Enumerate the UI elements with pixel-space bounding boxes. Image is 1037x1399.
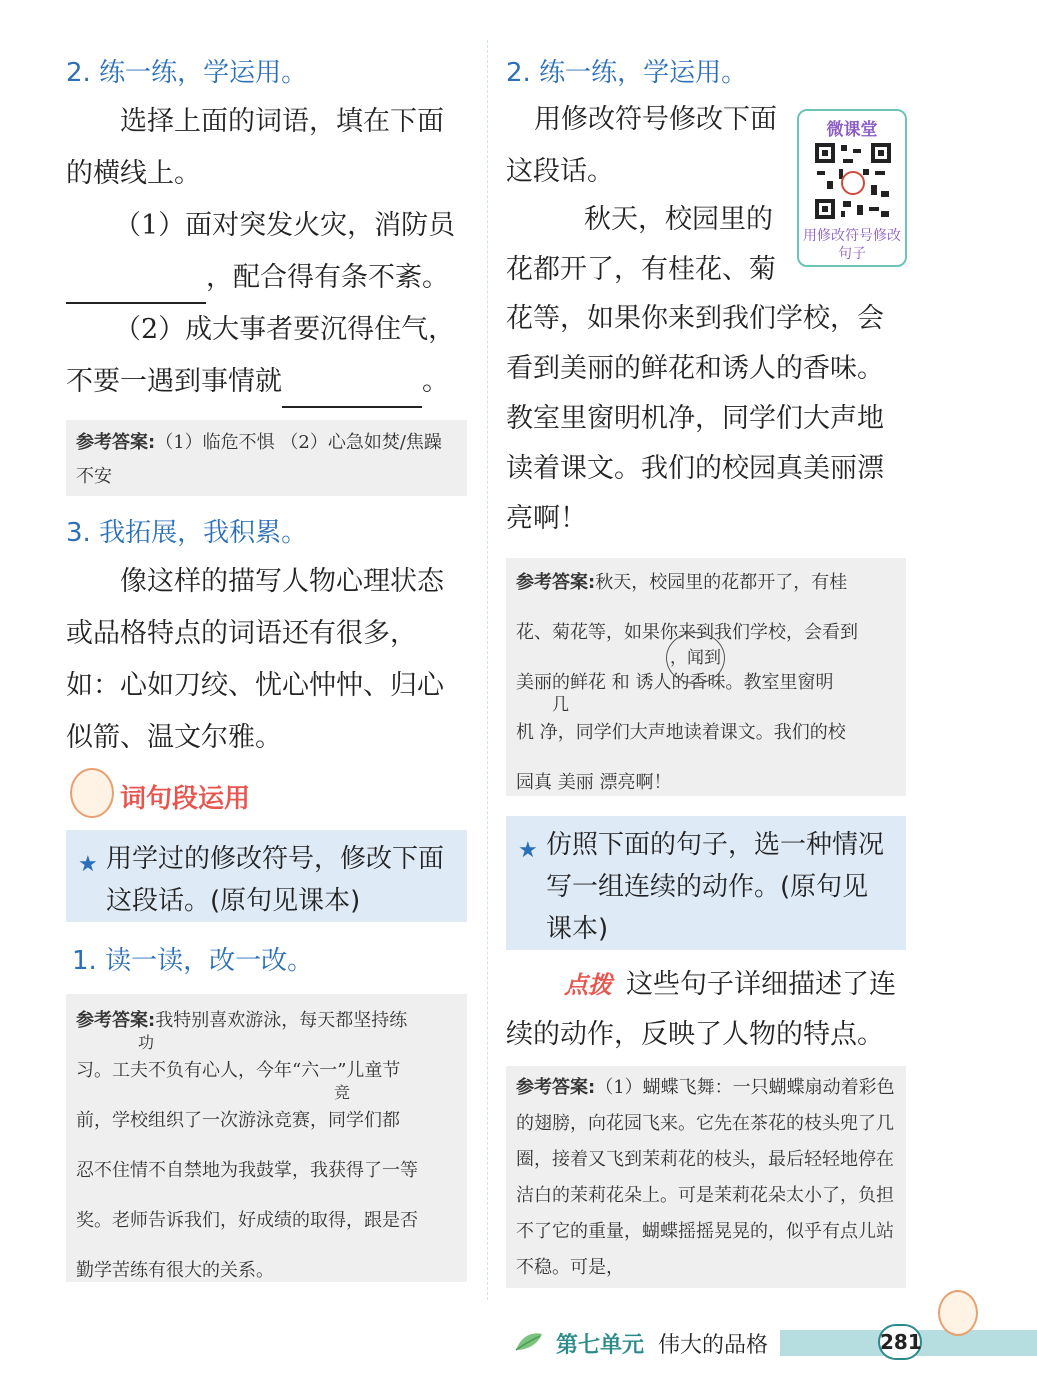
- star-icon: ★: [518, 838, 538, 863]
- answer-2-line2: 功 习。工夫不负有心人，今年“六一”儿童节: [76, 1046, 457, 1096]
- correction-mark-gong: 功: [138, 1033, 155, 1052]
- answer-3-line5: 园真 美丽 漂亮啊！: [516, 772, 672, 793]
- section-heading-extend: 3. 我拓展，我积累。: [66, 518, 308, 548]
- qr-code-icon[interactable]: [813, 141, 893, 221]
- section-badge: 词句段运用: [120, 784, 251, 814]
- practice-instruction: 选择上面的词语，填在下面的横线上。: [66, 106, 444, 189]
- answer-3-line2: 花、菊花等，如果你来到我们学校，会看到: [516, 622, 858, 643]
- mascot-icon: [70, 768, 114, 818]
- question-2-line2: 不要一遇到事情就 。: [66, 356, 470, 408]
- answer-box-4: 参考答案:（1）蝴蝶飞舞：一只蝴蝶扇动着彩色的翅膀，向花园飞来。它先在茶花的枝头兜了几圈，接着又飞到茉莉花的枝头，最后轻轻地停在洁白的茉莉花朵上。可是茉莉花朵太小了，负担不了它的重量，蝴蝶摇摇晃晃的，似乎有点儿站不稳。可是，: [506, 1066, 906, 1288]
- passage-rest: 花等，如果你来到我们学校，会看到美丽的鲜花和诱人的香味。教室里窗明机净，同学们大声地读着课文。我们的校园真美丽漂亮啊！: [506, 303, 884, 534]
- answer-3-line3: ，闻到 美丽的鲜花 和 诱人的香味。教室里窗明: [516, 658, 896, 708]
- leaf-icon: [514, 1328, 544, 1354]
- answer-3-line1: 参考答案:秋天，校园里的花都开了，有桂: [516, 572, 848, 593]
- question-2-text: （2）成大事者要沉得住气，: [114, 314, 456, 345]
- micro-class-card[interactable]: [797, 109, 907, 267]
- hint-paragraph: 点拨 这些句子详细描述了连续的动作，反映了人物的特点。: [506, 960, 910, 1060]
- fill-blank-1[interactable]: [66, 268, 206, 304]
- right-intro: 用修改符号修改下面这段话。: [506, 104, 777, 187]
- question-1-text: （1）面对突发火灾，消防员: [114, 210, 456, 241]
- section-heading-read: 1. 读一读，改一改。: [72, 946, 314, 976]
- extend-paragraph: 像这样的描写人物心理状态或品格特点的词语还有很多，如：心如刀绞、忧心忡忡、归心似箭、温文尔雅。: [66, 566, 444, 753]
- fill-blank-2[interactable]: [282, 372, 422, 408]
- micro-class-title: 微课堂: [826, 120, 878, 140]
- answer-2-line6: 勤学苦练有很大的关系。: [76, 1260, 274, 1281]
- task-box-1: ★ 用学过的修改符号，修改下面这段话。(原句见课本): [66, 830, 467, 922]
- column-divider: [487, 40, 488, 1300]
- answer-2-line3: 竞 前，学校组织了一次游泳竞赛，同学们都: [76, 1096, 457, 1146]
- answer-3-line4: 几 机 净，同学们大声地读着课文。我们的校: [516, 708, 896, 758]
- answer-box-1: 参考答案:（1）临危不惧 （2）心急如焚/焦躁不安: [66, 420, 467, 496]
- correction-mark-wen: ，闻到: [666, 632, 725, 684]
- task-box-2: ★ 仿照下面的句子，选一种情况写一组连续的动作。(原句见课本): [506, 816, 906, 950]
- section-heading-practice-right: 2. 练一练，学运用。: [506, 58, 748, 88]
- question-1-line2: ，配合得有条不紊。: [66, 252, 470, 304]
- answer-2-line4: 忍不住情不自禁地为我鼓掌，我获得了一等: [76, 1160, 418, 1181]
- section-heading-practice: 2. 练一练，学运用。: [66, 58, 308, 88]
- mascot-corner-icon: [938, 1290, 978, 1336]
- footer-unit: 第七单元: [556, 1333, 645, 1358]
- answer-2-line1: 参考答案:我特别喜欢游泳，每天都坚持练: [76, 1010, 408, 1031]
- correction-mark-ji: 几: [552, 695, 569, 715]
- passage-line1: 秋天，校园里的: [584, 204, 773, 235]
- micro-class-caption: 用修改符号修改句子: [803, 228, 901, 262]
- answer-box-3: [506, 558, 906, 796]
- hint-label: 点拨: [564, 970, 612, 999]
- footer-title: 伟大的品格: [658, 1333, 769, 1358]
- passage-line2: 花都开了，有桂花、菊: [506, 254, 776, 285]
- answer-box-2: [66, 994, 467, 1282]
- correction-mark-jing: 竞: [334, 1083, 351, 1102]
- answer-2-line5: 奖。老师告诉我们，好成绩的取得，跟是否: [76, 1210, 418, 1231]
- star-icon: ★: [78, 852, 98, 877]
- page-number: 281: [878, 1324, 922, 1360]
